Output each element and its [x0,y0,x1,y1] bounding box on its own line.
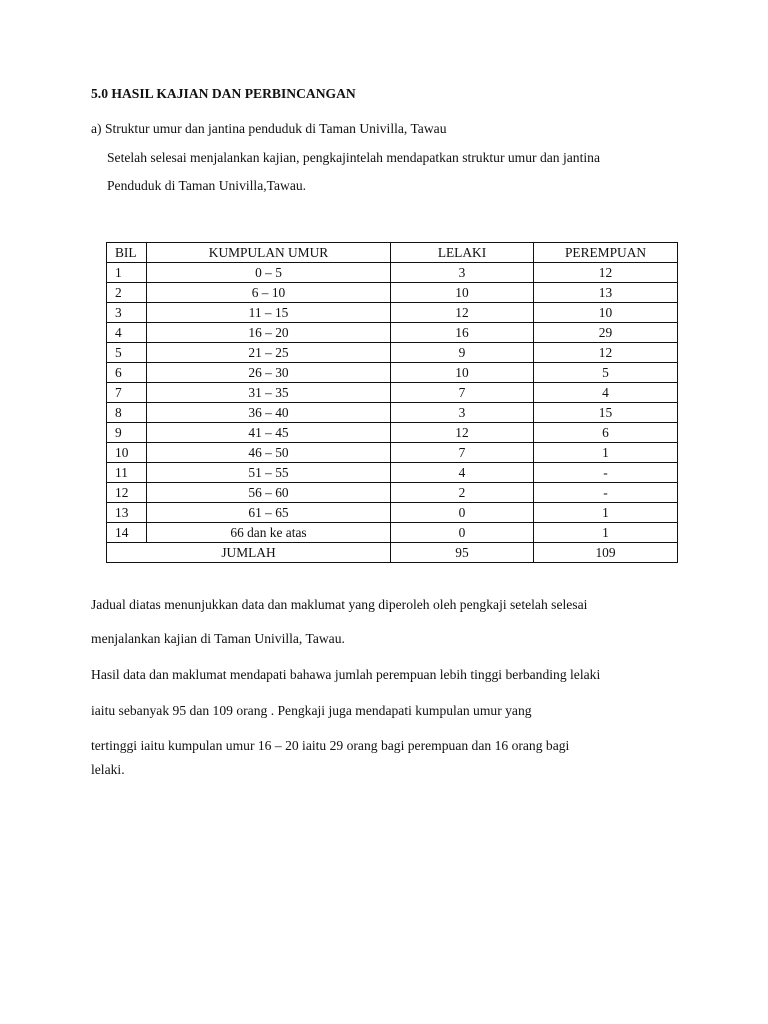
cell-perempuan: - [534,463,678,483]
cell-perempuan: 29 [534,323,678,343]
cell-lelaki: 10 [391,363,534,383]
cell-perempuan: 1 [534,443,678,463]
header-lelaki: LELAKI [391,243,534,263]
cell-perempuan: 13 [534,283,678,303]
discussion-p1-line-1: Jadual diatas menunjukkan data dan maklumat yang diperoleh oleh pengkaji setelah selesai [91,597,588,612]
cell-perempuan: - [534,483,678,503]
cell-lelaki: 12 [391,303,534,323]
cell-lelaki: 0 [391,503,534,523]
cell-lelaki: 4 [391,463,534,483]
cell-bil: 9 [107,423,147,443]
discussion-p1-line-2: menjalankan kajian di Taman Univilla, Tawau. [91,631,345,646]
cell-kumpulan-umur: 41 – 45 [147,423,391,443]
subsection-title: a) Struktur umur dan jantina penduduk di Taman Univilla, Tawau [91,121,447,136]
table-row [107,263,678,283]
cell-bil: 6 [107,363,147,383]
cell-bil: 7 [107,383,147,403]
cell-bil: 4 [107,323,147,343]
cell-kumpulan-umur: 61 – 65 [147,503,391,523]
table-row [107,323,678,343]
cell-bil: 12 [107,483,147,503]
table-row [107,303,678,323]
total-row [107,543,678,563]
cell-lelaki: 16 [391,323,534,343]
table-row [107,343,678,363]
cell-kumpulan-umur: 51 – 55 [147,463,391,483]
cell-perempuan: 6 [534,423,678,443]
cell-bil: 14 [107,523,147,543]
age-gender-table [106,242,678,563]
cell-lelaki: 2 [391,483,534,503]
discussion-p2-line-4: lelaki. [91,762,125,777]
cell-kumpulan-umur: 11 – 15 [147,303,391,323]
header-perempuan: PEREMPUAN [534,243,678,263]
cell-kumpulan-umur: 31 – 35 [147,383,391,403]
cell-perempuan: 1 [534,503,678,523]
total-label: JUMLAH [107,543,391,563]
cell-perempuan: 15 [534,403,678,423]
cell-lelaki: 3 [391,263,534,283]
cell-perempuan: 10 [534,303,678,323]
cell-perempuan: 4 [534,383,678,403]
header-bil: BIL [107,243,147,263]
table-header-row [107,243,678,263]
cell-kumpulan-umur: 26 – 30 [147,363,391,383]
cell-bil: 2 [107,283,147,303]
total-perempuan: 109 [534,543,678,563]
cell-kumpulan-umur: 56 – 60 [147,483,391,503]
cell-lelaki: 12 [391,423,534,443]
cell-kumpulan-umur: 21 – 25 [147,343,391,363]
section-heading: 5.0 HASIL KAJIAN DAN PERBINCANGAN [91,86,356,101]
table-row [107,503,678,523]
table-row [107,423,678,443]
table-header [107,243,678,263]
cell-lelaki: 9 [391,343,534,363]
cell-lelaki: 0 [391,523,534,543]
cell-kumpulan-umur: 16 – 20 [147,323,391,343]
cell-kumpulan-umur: 46 – 50 [147,443,391,463]
cell-perempuan: 1 [534,523,678,543]
cell-perempuan: 12 [534,343,678,363]
table-row [107,523,678,543]
cell-kumpulan-umur: 6 – 10 [147,283,391,303]
cell-perempuan: 12 [534,263,678,283]
cell-bil: 3 [107,303,147,323]
cell-bil: 1 [107,263,147,283]
table-row [107,283,678,303]
discussion-p2-line-2: iaitu sebanyak 95 dan 109 orang . Pengkaji juga mendapati kumpulan umur yang [91,703,532,718]
cell-lelaki: 7 [391,443,534,463]
table-row [107,403,678,423]
table-row [107,363,678,383]
cell-kumpulan-umur: 66 dan ke atas [147,523,391,543]
intro-line-1: Setelah selesai menjalankan kajian, pengkajintelah mendapatkan struktur umur dan jantina [107,150,600,165]
cell-lelaki: 10 [391,283,534,303]
intro-line-2: Penduduk di Taman Univilla,Tawau. [107,178,307,193]
total-lelaki: 95 [391,543,534,563]
cell-kumpulan-umur: 36 – 40 [147,403,391,423]
header-kumpulan-umur: KUMPULAN UMUR [147,243,391,263]
table-row [107,463,678,483]
cell-lelaki: 3 [391,403,534,423]
cell-bil: 8 [107,403,147,423]
cell-bil: 11 [107,463,147,483]
cell-bil: 13 [107,503,147,523]
table-row [107,443,678,463]
discussion-p2-line-1: Hasil data dan maklumat mendapati bahawa jumlah perempuan lebih tinggi berbanding lelaki [91,667,601,682]
discussion-p2-line-3: tertinggi iaitu kumpulan umur 16 – 20 iaitu 29 orang bagi perempuan dan 16 orang bagi [91,738,570,753]
cell-kumpulan-umur: 0 – 5 [147,263,391,283]
cell-bil: 5 [107,343,147,363]
table-row [107,483,678,503]
table-row [107,383,678,403]
table-footer [107,543,678,563]
cell-bil: 10 [107,443,147,463]
table-body [107,263,678,543]
cell-lelaki: 7 [391,383,534,403]
cell-perempuan: 5 [534,363,678,383]
